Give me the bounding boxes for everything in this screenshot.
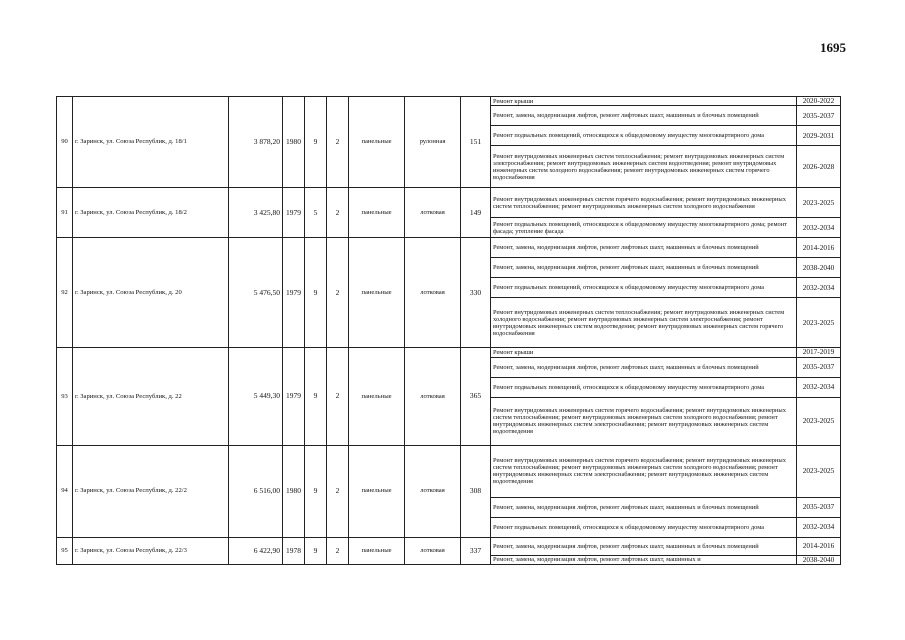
entrances-cell: 2 (327, 537, 349, 564)
entrances-cell: 2 (327, 348, 349, 445)
work-period-cell: 2035-2037 (797, 497, 841, 517)
total-area-cell: 5 476,50 (229, 238, 283, 348)
work-description-cell: Ремонт внутридомовых инженерных систем горячего водоснабжения; ремонт внутридомовых инженерных систем теплоснабжения; ремонт внутридомовых инженерных систем холодного водоснабжения; ремонт внутридомовых инженерных систем электроснабжения; ремонт внутридомовых инженерных систем водоотведения (491, 397, 797, 445)
work-period-cell: 2017-2019 (797, 348, 841, 357)
roof-type-cell: лотковая (405, 537, 461, 564)
build-year-cell: 1980 (283, 97, 305, 188)
residents-cell: 308 (461, 445, 491, 537)
address-cell: г. Заринск, ул. Союза Республик, д. 22 (73, 348, 229, 445)
work-description-cell: Ремонт, замена, модернизация лифтов, ремонт лифтовых шахт, машинных и блочных помещений (491, 238, 797, 258)
work-description-cell: Ремонт внутридомовых инженерных систем горячего водоснабжения; ремонт внутридомовых инженерных систем теплоснабжения; ремонт внутридомовых инженерных систем холодного водоснабжения; ремонт внутридомовых инженерных систем электроснабжения; ремонт внутридомовых инженерных систем водоотведения (491, 445, 797, 497)
wall-material-cell: панельные (349, 97, 405, 188)
address-cell: г. Заринск, ул. Союза Республик, д. 18/2 (73, 188, 229, 238)
table-body (57, 97, 841, 565)
page-number: 1695 (820, 40, 846, 55)
wall-material-cell: панельные (349, 348, 405, 445)
table-row (57, 188, 841, 218)
total-area-cell: 6 422,90 (229, 537, 283, 564)
work-description-cell: Ремонт крыши (491, 97, 797, 106)
entrances-cell: 2 (327, 188, 349, 238)
work-description-cell: Ремонт внутридомовых инженерных систем теплоснабжения; ремонт внутридомовых инженерных систем электроснабжения; ремонт внутридомовых инженерных систем водоотведения; ремонт внутридомовых инженерных систем холодного водоснабжения; ремонт внутридомовых инженерных систем горячего водоснабжения (491, 146, 797, 188)
work-period-cell: 2014-2016 (797, 238, 841, 258)
total-area-cell: 3 878,20 (229, 97, 283, 188)
work-description-cell: Ремонт, замена, модернизация лифтов, ремонт лифтовых шахт, машинных и блочных помещений (491, 497, 797, 517)
work-period-cell: 2038-2040 (797, 258, 841, 278)
address-cell: г. Заринск, ул. Союза Республик, д. 20 (73, 238, 229, 348)
roof-type-cell: лотковая (405, 348, 461, 445)
work-description-cell: Ремонт внутридомовых инженерных систем горячего водоснабжения; ремонт внутридомовых инженерных систем теплоснабжения; ремонт внутридомовых инженерных систем холодного водоснабжения (491, 188, 797, 218)
floors-cell: 9 (305, 238, 327, 348)
table-row (57, 97, 841, 106)
work-period-cell: 2026-2028 (797, 146, 841, 188)
table-row (57, 238, 841, 258)
work-period-cell: 2032-2034 (797, 377, 841, 397)
residents-cell: 151 (461, 97, 491, 188)
row-number-cell: 90 (57, 97, 73, 188)
roof-type-cell: лотковая (405, 238, 461, 348)
work-period-cell: 2035-2037 (797, 106, 841, 126)
row-number-cell: 95 (57, 537, 73, 564)
work-period-cell: 2032-2034 (797, 218, 841, 238)
work-period-cell: 2023-2025 (797, 397, 841, 445)
work-description-cell: Ремонт крыши (491, 348, 797, 357)
work-period-cell: 2023-2025 (797, 445, 841, 497)
work-description-cell: Ремонт подвальных помещений, относящихся к общедомовому имуществу многоквартирного дома (491, 377, 797, 397)
work-period-cell: 2038-2040 (797, 555, 841, 564)
work-period-cell: 2020-2022 (797, 97, 841, 106)
work-description-cell: Ремонт подвальных помещений, относящихся к общедомовому имуществу многоквартирного дома (491, 278, 797, 298)
floors-cell: 9 (305, 445, 327, 537)
work-description-cell: Ремонт, замена, модернизация лифтов, ремонт лифтовых шахт, машинных и блочных помещений (491, 258, 797, 278)
roof-type-cell: лотковая (405, 188, 461, 238)
wall-material-cell: панельные (349, 188, 405, 238)
table-row (57, 445, 841, 497)
table-row (57, 537, 841, 555)
work-period-cell: 2032-2034 (797, 278, 841, 298)
work-period-cell: 2029-2031 (797, 126, 841, 146)
work-period-cell: 2032-2034 (797, 517, 841, 537)
wall-material-cell: панельные (349, 537, 405, 564)
floors-cell: 5 (305, 188, 327, 238)
total-area-cell: 6 516,00 (229, 445, 283, 537)
row-number-cell: 93 (57, 348, 73, 445)
work-period-cell: 2023-2025 (797, 188, 841, 218)
address-cell: г. Заринск, ул. Союза Республик, д. 22/2 (73, 445, 229, 537)
work-description-cell: Ремонт, замена, модернизация лифтов, ремонт лифтовых шахт, машинных и блочных помещений (491, 537, 797, 555)
roof-type-cell: рулонная (405, 97, 461, 188)
residents-cell: 337 (461, 537, 491, 564)
work-description-cell: Ремонт, замена, модернизация лифтов, ремонт лифтовых шахт, машинных и блочных помещений (491, 357, 797, 377)
work-description-cell: Ремонт внутридомовых инженерных систем теплоснабжения; ремонт внутридомовых инженерных систем холодного водоснабжения; ремонт внутридомовых инженерных систем электроснабжения; ремонт внутридомовых инженерных систем водоотведения; ремонт внутридомовых инженерных систем горячего водоснабжения (491, 298, 797, 348)
wall-material-cell: панельные (349, 238, 405, 348)
entrances-cell: 2 (327, 238, 349, 348)
table-row (57, 348, 841, 357)
floors-cell: 9 (305, 537, 327, 564)
work-description-cell: Ремонт, замена, модернизация лифтов, ремонт лифтовых шахт, машинных и (491, 555, 797, 564)
row-number-cell: 94 (57, 445, 73, 537)
floors-cell: 9 (305, 348, 327, 445)
wall-material-cell: панельные (349, 445, 405, 537)
residents-cell: 365 (461, 348, 491, 445)
work-description-cell: Ремонт подвальных помещений, относящихся к общедомовому имуществу многоквартирного дома; ремонт фасада; утепление фасада (491, 218, 797, 238)
address-cell: г. Заринск, ул. Союза Республик, д. 22/3 (73, 537, 229, 564)
work-description-cell: Ремонт подвальных помещений, относящихся к общедомовому имуществу многоквартирного дома (491, 517, 797, 537)
address-cell: г. Заринск, ул. Союза Республик, д. 18/1 (73, 97, 229, 188)
work-description-cell: Ремонт подвальных помещений, относящихся к общедомовому имуществу многоквартирного дома (491, 126, 797, 146)
residents-cell: 149 (461, 188, 491, 238)
floors-cell: 9 (305, 97, 327, 188)
work-period-cell: 2023-2025 (797, 298, 841, 348)
build-year-cell: 1979 (283, 348, 305, 445)
row-number-cell: 91 (57, 188, 73, 238)
entrances-cell: 2 (327, 97, 349, 188)
row-number-cell: 92 (57, 238, 73, 348)
work-period-cell: 2035-2037 (797, 357, 841, 377)
residents-cell: 330 (461, 238, 491, 348)
capital-repair-table (56, 96, 841, 565)
entrances-cell: 2 (327, 445, 349, 537)
total-area-cell: 5 449,30 (229, 348, 283, 445)
total-area-cell: 3 425,80 (229, 188, 283, 238)
build-year-cell: 1980 (283, 445, 305, 537)
roof-type-cell: лотковая (405, 445, 461, 537)
work-period-cell: 2014-2016 (797, 537, 841, 555)
work-description-cell: Ремонт, замена, модернизация лифтов, ремонт лифтовых шахт, машинных и блочных помещений (491, 106, 797, 126)
build-year-cell: 1979 (283, 188, 305, 238)
build-year-cell: 1978 (283, 537, 305, 564)
build-year-cell: 1979 (283, 238, 305, 348)
